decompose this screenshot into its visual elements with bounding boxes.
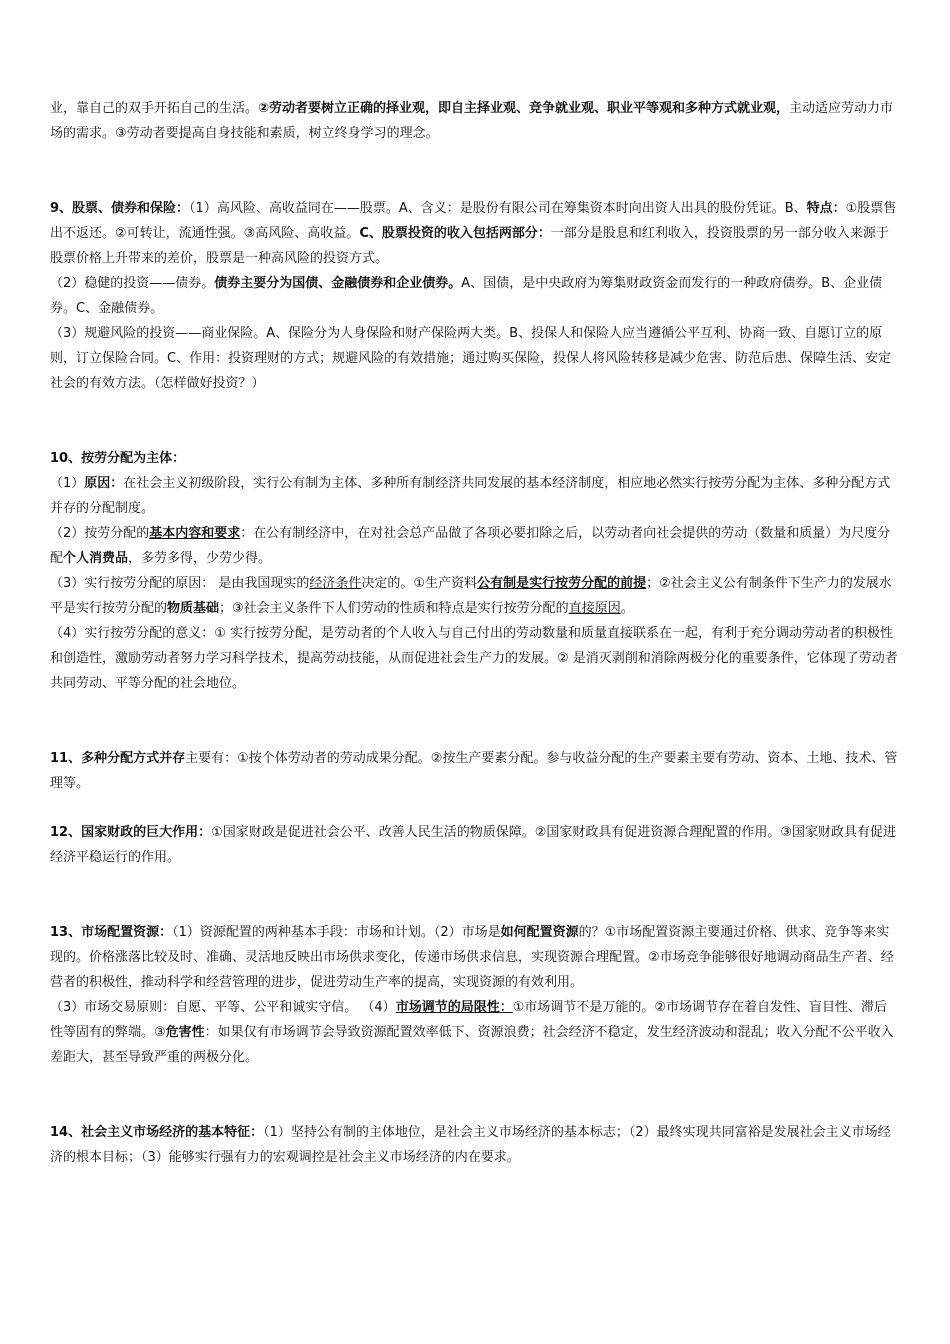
section-9-heading: 9、股票、债券和保险： bbox=[50, 201, 190, 216]
section-11-heading: 11、多种分配方式并存 bbox=[50, 751, 186, 766]
section-13-text: ①市场调节不是万能的。②市场调节存在着自发性、盲目性、滞后性等固有的弊端。③ bbox=[50, 1000, 888, 1040]
section-13-text: （1）资源配置的两种基本手段：市场和计划。（2）市场是 bbox=[172, 925, 501, 940]
section-12-paragraph bbox=[50, 820, 898, 870]
section-9-bold: 特点： bbox=[806, 201, 846, 216]
section-9-text: ①股票售出不返还。②可转让，流通性强。③高风险、高收益。 bbox=[50, 201, 897, 241]
document-page bbox=[50, 96, 898, 1170]
section-13-text: 的？①市场配置资源主要通过价格、供求、竞争等来实现的。价格涨落比较及时、准确、灵活地反映出市场供求变化，传递市场供求信息，实现资源合理配置。②市场竞争能够很好地调动商品生产者、经营者的积极性，推动科学和经营管理的进步，促进劳动生产率的提高，实现资源的有效利用。 bbox=[50, 925, 894, 990]
section-10-text: 。 bbox=[620, 601, 634, 616]
section-10-paragraph-2 bbox=[50, 521, 898, 571]
section-10-underline: 直接原因 bbox=[568, 601, 621, 616]
section-10-bold-underline: 基本内容和要求 bbox=[149, 526, 241, 541]
intro-paragraph bbox=[50, 96, 898, 146]
section-10-bold-underline: 公有制是实行按劳分配的前提 bbox=[477, 576, 647, 591]
spacer bbox=[50, 796, 898, 820]
spacer bbox=[50, 146, 898, 196]
section-10-text: ；②社会主义公有制条件下生产力的发展水平是实行按劳分配的 bbox=[50, 576, 892, 616]
section-10-text: 在社会主义初级阶段，实行公有制为主体、多种所有制经济共同发展的基本经济制度，相应地必然实行按劳分配为主体、多种分配方式并存的分配制度。 bbox=[50, 476, 891, 516]
section-10-paragraph-4: （4）实行按劳分配的意义：① 实行按劳分配，是劳动者的个人收入与自己付出的劳动数量和质量直接联系在一起，有利于充分调动劳动者的积极性和创造性，激励劳动者努力学习科学技术，提高劳动技能，从而促进社会生产力的发展。② 是消灭剥削和消除两极分化的重要条件，它体现了劳动者共同劳动、平等分配的社会地位。 bbox=[50, 626, 898, 691]
section-14-heading: 14、社会主义市场经济的基本特征： bbox=[50, 1125, 264, 1140]
section-10-bold: 个人消费品 bbox=[63, 551, 129, 566]
section-9-text: （1）高风险、高收益同在——股票。A、含义：是股份有限公司在筹集资本时向出资人出具的股份凭证。B、 bbox=[189, 201, 807, 216]
section-10-text: ：在公有制经济中，在对社会总产品做了各项必要扣除之后，以劳动者向社会提供的劳动（数量和质量）为尺度分配 bbox=[50, 526, 891, 566]
section-9-text: 一部分是股息和红利收入，投资股票的另一部分收入来源于股票价格上升带来的差价，股票是一种高风险的投资方式。 bbox=[50, 226, 889, 266]
section-13-bold: 危害性 bbox=[165, 1025, 205, 1040]
section-10-text: 决定的。①生产资料 bbox=[361, 576, 478, 591]
section-12-heading: 12、国家财政的巨大作用： bbox=[50, 825, 212, 840]
section-10-text: （3）实行按劳分配的原因： 是由我国现实的 bbox=[50, 576, 310, 591]
section-13-paragraph-2 bbox=[50, 995, 898, 1070]
section-13-heading: 13、市场配置资源： bbox=[50, 925, 173, 940]
section-10-text: ；③社会主义条件下人们劳动的性质和特点是实行按劳分配的 bbox=[219, 601, 569, 616]
section-10-heading: 10、按劳分配为主体： bbox=[50, 451, 186, 466]
spacer bbox=[50, 1070, 898, 1120]
section-9-paragraph-1 bbox=[50, 196, 898, 271]
section-10-paragraph-3 bbox=[50, 571, 898, 621]
section-9-bold: C、股票投资的收入包括两部分： bbox=[359, 226, 551, 241]
spacer bbox=[50, 396, 898, 446]
spacer bbox=[50, 696, 898, 746]
section-10-text: ，多劳多得，少劳少得。 bbox=[128, 551, 272, 566]
section-10-bold: 物质基础 bbox=[167, 601, 220, 616]
section-10-text: （1） bbox=[50, 476, 85, 491]
spacer bbox=[50, 870, 898, 920]
section-14-paragraph bbox=[50, 1120, 898, 1170]
section-9-bold: 债券主要分为国债、金融债券和企业债券。 bbox=[214, 276, 462, 291]
intro-bold-text: ②劳动者要树立正确的择业观，即自主择业观、竞争就业观、职业平等观和多种方式就业观， bbox=[258, 101, 790, 116]
intro-text: 业，靠自己的双手开拓自己的生活。 bbox=[50, 101, 259, 116]
section-13-bold-underline: 市场调节的局限性： bbox=[395, 1000, 513, 1015]
section-13-bold: 如何配置资源 bbox=[500, 925, 579, 940]
section-9-paragraph-2 bbox=[50, 271, 898, 321]
section-13-text: （3）市场交易原则：自愿、平等、公平和诚实守信。 （4） bbox=[50, 1000, 396, 1015]
section-10-bold: 原因： bbox=[84, 476, 124, 491]
section-9-text: （2）稳健的投资——债券。 bbox=[50, 276, 215, 291]
section-10-text: （2）按劳分配的 bbox=[50, 526, 150, 541]
section-9-text: A、国债，是中央政府为筹集财政资金而发行的一种政府债券。B、企业债券。C、金融债券。 bbox=[50, 276, 883, 316]
section-13-text: ：如果仅有市场调节会导致资源配置效率低下、资源浪费；社会经济不稳定，发生经济波动和混乱；收入分配不公平收入差距大，甚至导致严重的两极分化。 bbox=[50, 1025, 894, 1065]
section-14-text: （1）坚持公有制的主体地位，是社会主义市场经济的基本标志；（2）最终实现共同富裕是发展社会主义市场经济的根本目标；（3）能够实行强有力的宏观调控是社会主义市场经济的内在要求。 bbox=[50, 1125, 891, 1165]
section-13-paragraph-1 bbox=[50, 920, 898, 995]
section-10-underline: 经济条件 bbox=[309, 576, 362, 591]
intro-text-end: 主动适应劳动力市场的需求。③劳动者要提高自身技能和素质，树立终身学习的理念。 bbox=[50, 101, 894, 141]
section-10-paragraph-1 bbox=[50, 471, 898, 521]
section-11-text: 主要有：①按个体劳动者的劳动成果分配。②按生产要素分配。参与收益分配的生产要素主要有劳动、资本、土地、技术、管理等。 bbox=[50, 751, 898, 791]
section-9-paragraph-3: （3）规避风险的投资——商业保险。A、保险分为人身保险和财产保险两大类。B、投保人和保险人应当遵循公平互利、协商一致、自愿订立的原则，订立保险合同。C、作用：投资理财的方式；规避风险的有效措施；通过购买保险，投保人将风险转移是减少危害、防范后患、保障生活、安定社会的有效方法。（怎样做好投资？） bbox=[50, 326, 892, 391]
section-11-paragraph bbox=[50, 746, 898, 796]
section-12-text: ①国家财政是促进社会公平、改善人民生活的物质保障。②国家财政具有促进资源合理配置的作用。③国家财政具有促进经济平稳运行的作用。 bbox=[50, 825, 897, 865]
